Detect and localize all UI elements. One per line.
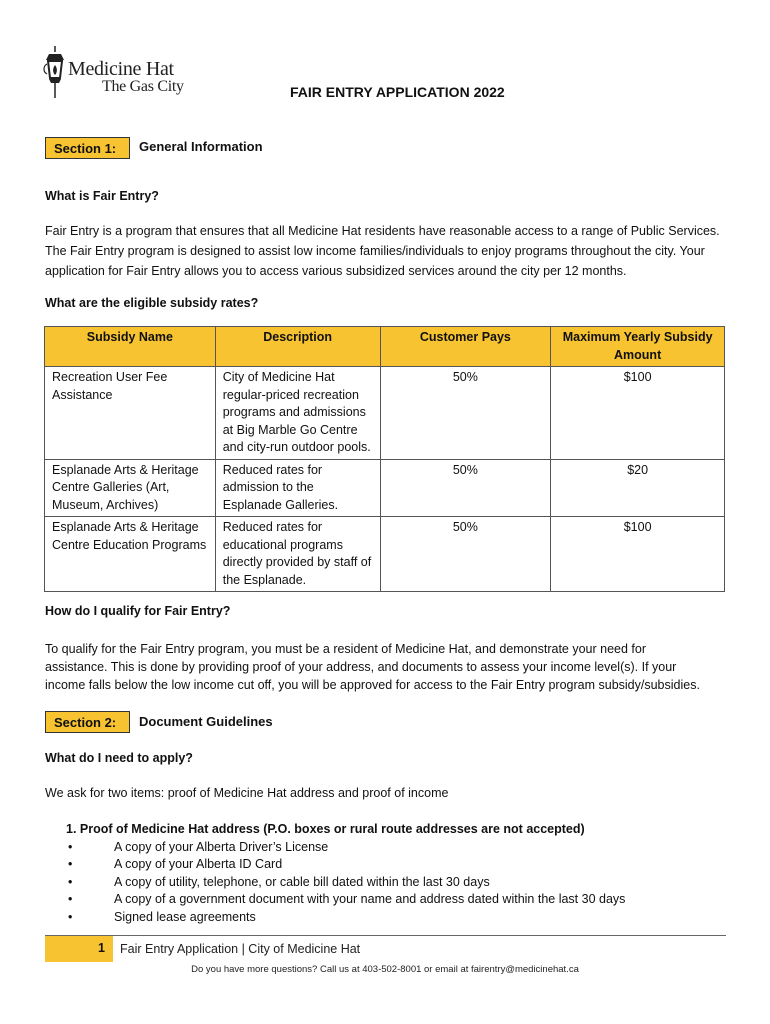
customer-pays-cell: 50%: [380, 459, 551, 517]
table-header-row: [45, 327, 725, 367]
section-1-badge: Section 1:: [45, 137, 130, 159]
what-is-paragraph: [45, 221, 735, 281]
section-2-title: Document Guidelines: [139, 714, 273, 729]
customer-pays-cell: 50%: [380, 367, 551, 460]
section-2-badge: Section 2:: [45, 711, 130, 733]
footer-title: Fair Entry Application | City of Medicine Hat: [120, 942, 361, 956]
description-cell: Reduced rates for admission to the Esplanade Galleries.: [215, 459, 380, 517]
city-logo-lamp-icon: [42, 44, 68, 100]
bullet-icon: •: [68, 857, 73, 871]
list-item: • A copy of utility, telephone, or cable bill dated within the last 30 days: [66, 874, 726, 892]
table-row: [45, 367, 725, 460]
logo-tagline: The Gas City: [102, 78, 184, 95]
subsidy-table: [44, 326, 725, 592]
rates-heading: What are the eligible subsidy rates?: [45, 296, 259, 310]
paragraph-line: income falls below the low income cut off, you will be approved for access to the Fair Entry program subsidy/subsidies.: [45, 678, 700, 692]
table-row: [45, 517, 725, 592]
column-header: Customer Pays: [380, 327, 551, 367]
column-header: Description: [215, 327, 380, 367]
paragraph-line: assistance. This is done by providing proof of your address, and documents to assess your income level(s). If your: [45, 660, 677, 674]
column-header: Maximum Yearly Subsidy Amount: [551, 327, 725, 367]
list-heading: 1. Proof of Medicine Hat address (P.O. boxes or rural route addresses are not accepted): [66, 822, 585, 836]
subsidy-name-cell: Esplanade Arts & Heritage Centre Galleries (Art, Museum, Archives): [45, 459, 216, 517]
subsidy-name-cell: Recreation User Fee Assistance: [45, 367, 216, 460]
footer-contact: Do you have more questions? Call us at 403-502-8001 or email at fairentry@medicinehat.ca: [191, 964, 579, 975]
bullet-icon: •: [68, 839, 73, 854]
footer-divider: [45, 935, 726, 936]
description-cell: City of Medicine Hat regular-priced recreation programs and admissions at Big Marble Go Centre and city-run outdoor pools.: [215, 367, 380, 460]
what-is-heading: What is Fair Entry?: [45, 189, 159, 203]
subsidy-name-cell: Esplanade Arts & Heritage Centre Education Programs: [45, 517, 216, 592]
table-row: [45, 459, 725, 517]
address-proof-list: [66, 821, 726, 926]
document-title: FAIR ENTRY APPLICATION 2022: [290, 84, 505, 100]
list-item: • A copy of a government document with your name and address dated within the last 30 days: [66, 891, 726, 909]
list-item: • A copy of your Alberta ID Card: [66, 856, 726, 874]
max-subsidy-cell: $100: [551, 517, 725, 592]
bullet-icon: •: [68, 892, 73, 906]
paragraph-line: application for Fair Entry allows you to access various subsidized services around the city per 12 months.: [45, 264, 627, 278]
bullet-icon: •: [68, 909, 73, 924]
logo-wordmark: Medicine Hat: [68, 58, 174, 80]
paragraph-line: To qualify for the Fair Entry program, you must be a resident of Medicine Hat, and demonstrate your need for: [45, 642, 646, 656]
qualify-heading: How do I qualify for Fair Entry?: [45, 604, 231, 618]
qualify-paragraph: [45, 640, 735, 694]
description-cell: Reduced rates for educational programs directly provided by staff of the Esplanade.: [215, 517, 380, 592]
section-1-title: General Information: [139, 139, 263, 154]
apply-intro: We ask for two items: proof of Medicine Hat address and proof of income: [45, 786, 449, 800]
column-header: Subsidy Name: [45, 327, 216, 367]
list-item: • Signed lease agreements: [66, 909, 726, 927]
page-number: 1: [45, 936, 113, 962]
paragraph-line: The Fair Entry program is designed to assist low income families/individuals to enjoy programs throughout the city. Your: [45, 244, 705, 258]
paragraph-line: Fair Entry is a program that ensures that all Medicine Hat residents have reasonable access to a range of Public Services.: [45, 224, 720, 238]
list-item: • A copy of your Alberta Driver’s License: [66, 839, 726, 857]
apply-heading: What do I need to apply?: [45, 751, 193, 765]
max-subsidy-cell: $20: [551, 459, 725, 517]
bullet-icon: •: [68, 874, 73, 889]
max-subsidy-cell: $100: [551, 367, 725, 460]
customer-pays-cell: 50%: [380, 517, 551, 592]
